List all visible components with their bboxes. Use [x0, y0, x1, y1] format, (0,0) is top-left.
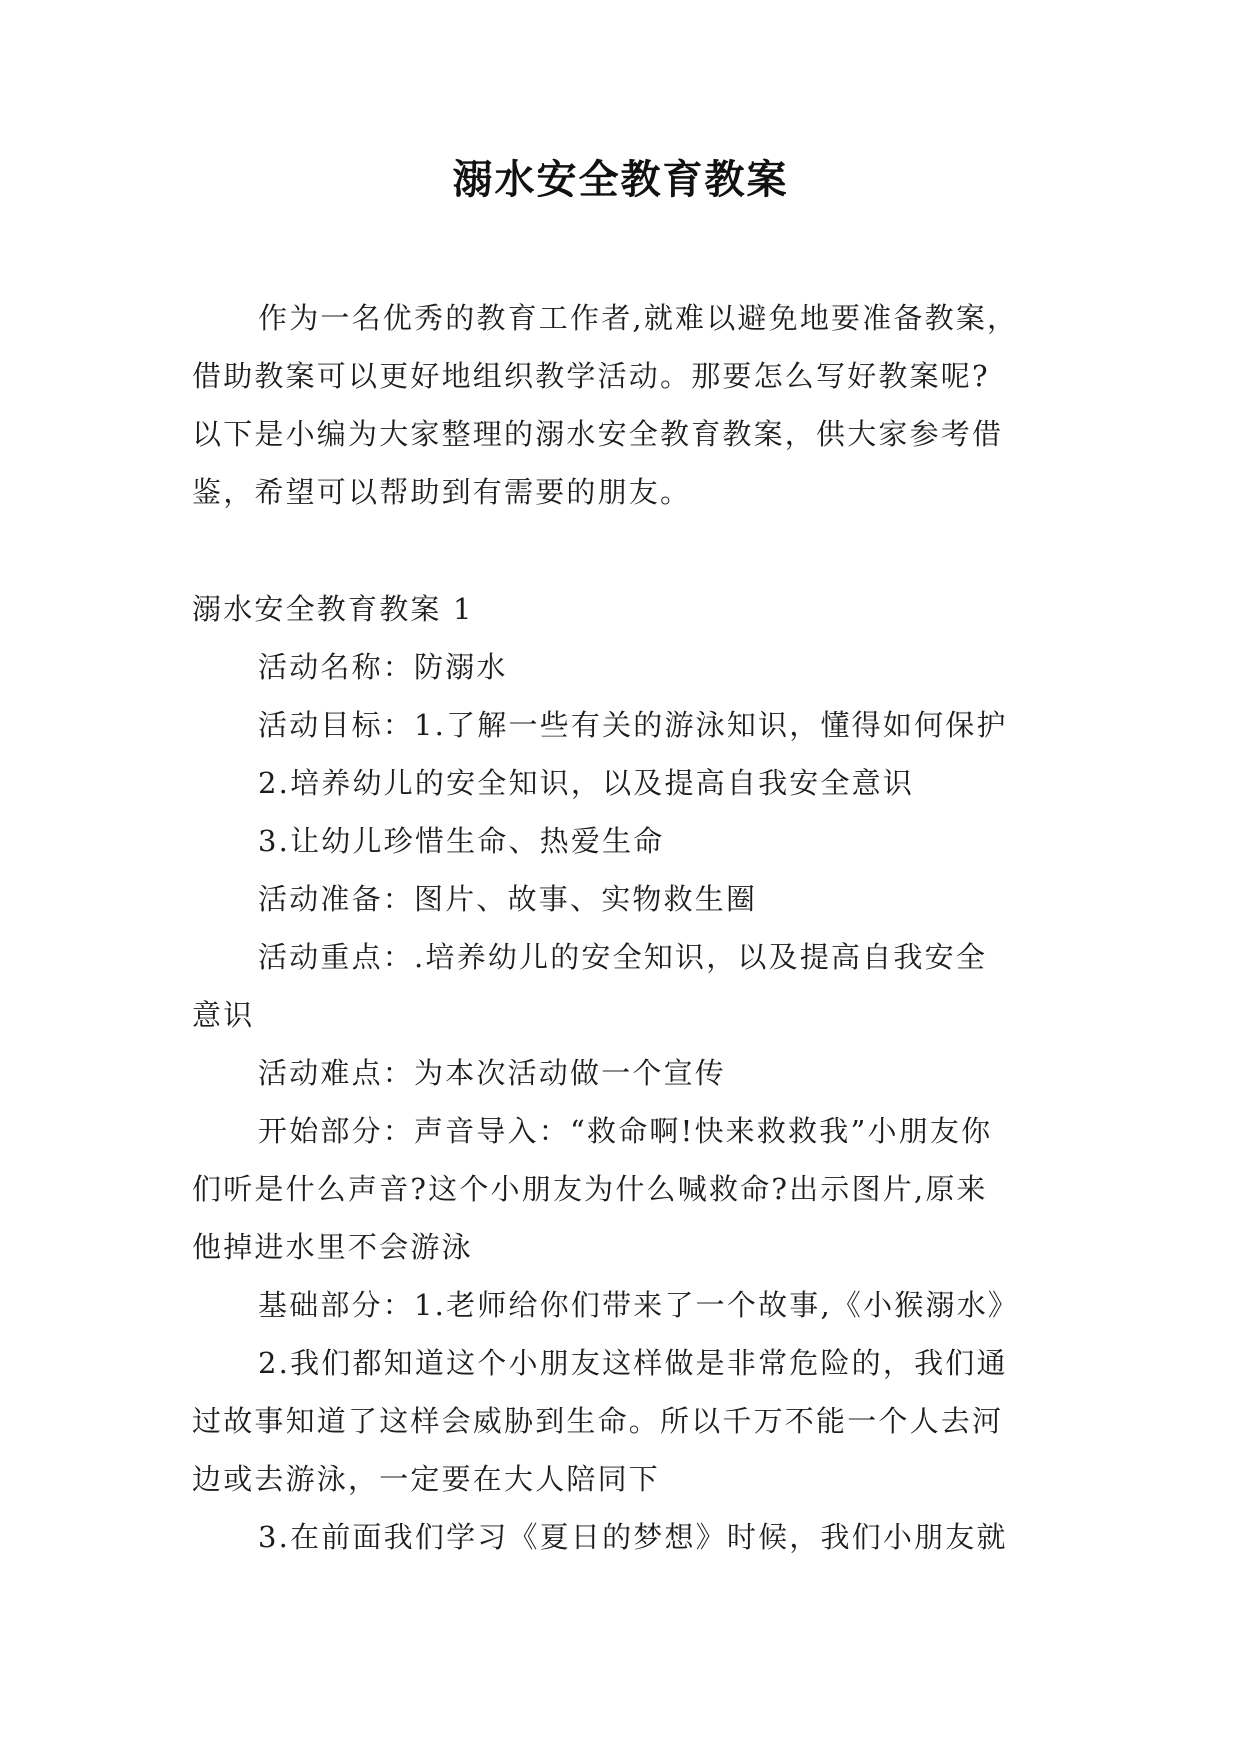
- basic-part: 基础部分：1.老师给你们带来了一个故事,《小猴溺水》: [258, 1288, 1020, 1322]
- activity-key-point-cont: 意识: [192, 998, 255, 1032]
- intro-paragraph: [192, 289, 1054, 521]
- basic-part-item: 3.在前面我们学习《夏日的梦想》时候，我们小朋友就: [258, 1520, 1008, 1554]
- document-title: 溺水安全教育教案: [452, 157, 789, 203]
- intro-line: 以下是小编为大家整理的溺水安全教育教案，供大家参考借: [192, 417, 1004, 451]
- intro-line: 借助教案可以更好地组织教学活动。那要怎么写好教案呢?: [192, 359, 990, 393]
- opening-part: 开始部分：声音导入：“救命啊!快来救救我”小朋友你: [258, 1114, 993, 1148]
- activity-goal-item: 3.让幼儿珍惜生命、热爱生命: [258, 824, 665, 858]
- activity-key-point: 活动重点：.培养幼儿的安全知识，以及提高自我安全: [258, 940, 988, 974]
- opening-part-cont: 他掉进水里不会游泳: [192, 1230, 473, 1264]
- basic-part-item-cont: 过故事知道了这样会威胁到生命。所以千万不能一个人去河: [192, 1404, 1004, 1438]
- intro-line: 鉴，希望可以帮助到有需要的朋友。: [192, 475, 692, 509]
- section-heading: 溺水安全教育教案 1: [192, 592, 474, 626]
- activity-name: 活动名称：防溺水: [258, 650, 508, 684]
- basic-part-item-cont: 边或去游泳，一定要在大人陪同下: [192, 1462, 661, 1496]
- activity-difficulty: 活动难点：为本次活动做一个宣传: [258, 1056, 727, 1090]
- lesson-plan-section: [192, 580, 1054, 1566]
- basic-part-item: 2.我们都知道这个小朋友这样做是非常危险的，我们通: [258, 1346, 1008, 1380]
- activity-preparation: 活动准备：图片、故事、实物救生圈: [258, 882, 758, 916]
- activity-goal: 活动目标：1.了解一些有关的游泳知识，懂得如何保护: [258, 708, 1008, 742]
- intro-line: 作为一名优秀的教育工作者,就难以避免地要准备教案，: [258, 301, 1019, 335]
- activity-goal-item: 2.培养幼儿的安全知识，以及提高自我安全意识: [258, 766, 915, 800]
- opening-part-cont: 们听是什么声音?这个小朋友为什么喊救命?出示图片,原来: [192, 1172, 988, 1206]
